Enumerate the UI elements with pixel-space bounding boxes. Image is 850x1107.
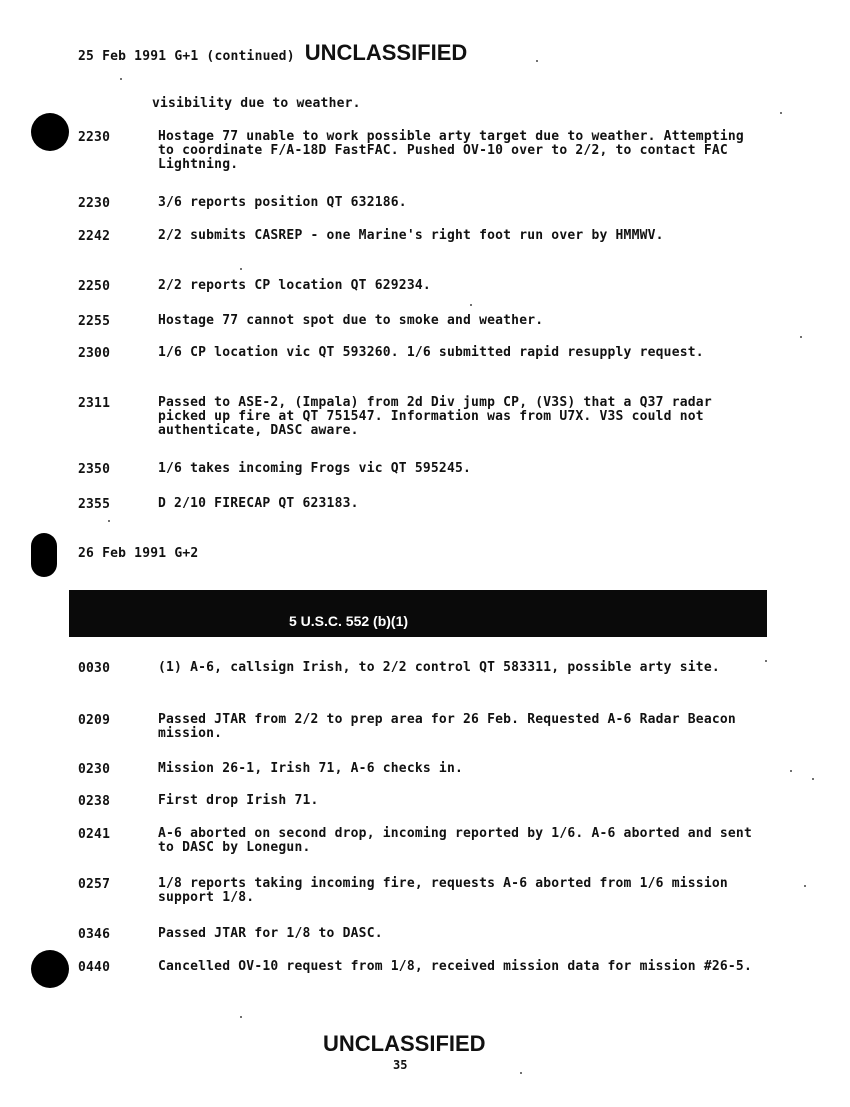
entry-time: 2230: [78, 130, 111, 145]
entry-time: 2350: [78, 462, 111, 477]
entry-time: 0346: [78, 927, 111, 942]
log-entry: [78, 196, 758, 211]
entry-time: 2242: [78, 229, 111, 244]
entry-text: 2/2 reports CP location QT 629234.: [158, 278, 431, 293]
entry-text: 1/8 reports taking incoming fire, requests A-6 aborted from 1/6 mission support 1/8.: [158, 876, 728, 905]
scan-speck: [780, 112, 782, 114]
log-entry: [78, 927, 758, 942]
punch-hole-bottom: [31, 950, 69, 988]
scan-speck: [790, 770, 792, 772]
log-entry: [78, 877, 758, 905]
log-entry: [78, 130, 758, 172]
log-entry: [78, 713, 758, 741]
scan-speck: [804, 885, 806, 887]
section-date-heading: 26 Feb 1991 G+2: [78, 546, 199, 561]
continuation-text: visibility due to weather.: [152, 96, 361, 111]
scan-speck: [240, 1016, 242, 1018]
entry-text: Hostage 77 unable to work possible arty target due to weather. Attempting to coordinate F/A-18D FastFAC. Pushed OV-10 over to 2/2, to contact FAC Lightning.: [158, 129, 744, 172]
log-entry: [78, 229, 758, 244]
log-entry: [78, 661, 758, 676]
entry-time: 0238: [78, 794, 111, 809]
entry-text: 1/6 takes incoming Frogs vic QT 595245.: [158, 461, 472, 476]
entry-time: 0257: [78, 877, 111, 892]
log-entry: [78, 827, 758, 855]
entry-time: 2355: [78, 497, 111, 512]
entry-time: 2311: [78, 396, 111, 411]
entry-time: 0440: [78, 960, 111, 975]
entry-text: Hostage 77 cannot spot due to smoke and weather.: [158, 313, 544, 328]
scan-speck: [120, 78, 122, 80]
log-entry: [78, 346, 758, 361]
entry-text: 1/6 CP location vic QT 593260. 1/6 submitted rapid resupply request.: [158, 345, 704, 360]
scan-speck: [520, 1072, 522, 1074]
scan-speck: [536, 60, 538, 62]
entry-text: First drop Irish 71.: [158, 793, 319, 808]
log-entry: [78, 396, 758, 438]
log-entry: [78, 960, 758, 975]
entry-text: (1) A-6, callsign Irish, to 2/2 control QT 583311, possible arty site.: [158, 660, 720, 675]
entry-text: 2/2 submits CASREP - one Marine's right foot run over by HMMWV.: [158, 228, 664, 243]
scan-speck: [812, 778, 814, 780]
scan-speck: [470, 304, 472, 306]
punch-hole-top: [31, 113, 69, 151]
header-date-line: 25 Feb 1991 G+1 (continued): [78, 49, 295, 64]
scan-speck: [765, 660, 767, 662]
scan-speck: [800, 336, 802, 338]
log-entry: [78, 762, 758, 777]
page-number: 35: [393, 1058, 408, 1072]
scan-speck: [108, 520, 110, 522]
punch-hole-middle: [31, 533, 57, 577]
entry-text: A-6 aborted on second drop, incoming reported by 1/6. A-6 aborted and sent to DASC by Lonegun.: [158, 826, 752, 855]
entry-time: 2255: [78, 314, 111, 329]
entry-text: Passed JTAR from 2/2 to prep area for 26 Feb. Requested A-6 Radar Beacon mission.: [158, 712, 736, 741]
entry-time: 2300: [78, 346, 111, 361]
redaction-label: 5 U.S.C. 552 (b)(1): [289, 613, 409, 629]
entry-text: Cancelled OV-10 request from 1/8, received mission data for mission #26-5.: [158, 959, 752, 974]
entry-text: Mission 26-1, Irish 71, A-6 checks in.: [158, 761, 464, 776]
entry-time: 0030: [78, 661, 111, 676]
entry-time: 0241: [78, 827, 111, 842]
entry-time: 2250: [78, 279, 111, 294]
scan-speck: [240, 268, 242, 270]
redaction-block: [69, 590, 767, 637]
log-entry: [78, 497, 758, 512]
entry-text: D 2/10 FIRECAP QT 623183.: [158, 496, 359, 511]
entry-text: Passed to ASE-2, (Impala) from 2d Div jump CP, (V3S) that a Q37 radar picked up fire at QT 751547. Information was from U7X. V3S could not authenticate, DASC aware.: [158, 395, 712, 438]
entry-time: 0230: [78, 762, 111, 777]
log-entry: [78, 462, 758, 477]
entry-time: 0209: [78, 713, 111, 728]
log-entry: [78, 279, 758, 294]
entry-time: 2230: [78, 196, 111, 211]
entry-text: Passed JTAR for 1/8 to DASC.: [158, 926, 383, 941]
log-entry: [78, 314, 758, 329]
entry-text: 3/6 reports position QT 632186.: [158, 195, 407, 210]
log-entry: [78, 794, 758, 809]
page-header: [78, 40, 467, 66]
header-classification: UNCLASSIFIED: [304, 40, 468, 65]
footer-classification: UNCLASSIFIED: [323, 1031, 486, 1056]
